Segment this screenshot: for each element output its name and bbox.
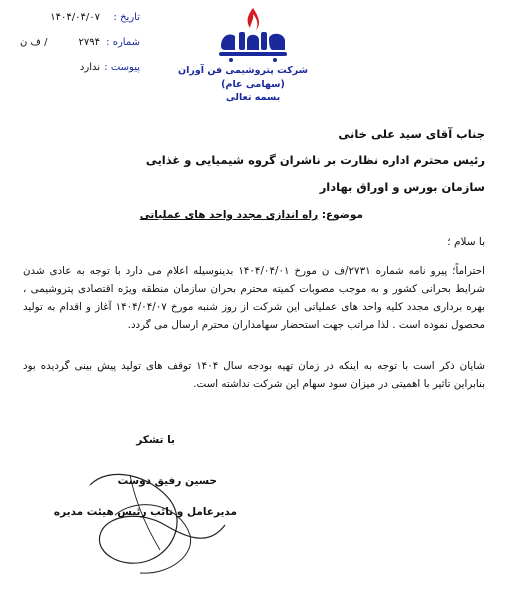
attachment-row — [20, 58, 140, 83]
recipient-line-3: سازمان بورس و اوراق بهادار — [319, 180, 485, 194]
subject-value: راه اندازی مجدد واحد های عملیاتی — [139, 209, 319, 221]
greeting: با سلام ؛ — [447, 236, 485, 248]
company-type: (سهامی عام) — [221, 79, 285, 90]
paragraph-1: احتراماً؛ پیرو نامه شماره ۲۷۳۱/ف ن مورخ ۱۴۰۴/۰۴/۰۱ بدینوسیله اعلام می دارد با توجه به عادی شدن شرایط بحرانی کشور و به موجب مصوبات کمیته محترم بحران سازمان منطقه ویژه اقتصادی پتروشیمی ، بهره برداری مجدد کلیه واحد های عملیاتی این شرکت از روز شنبه مورخ ۱۴۰۴/۰۴/۰۷ آغاز و اقدام به تولید محصول نموده است . لذا مراتب جهت استحضار سهامداران محترم ارسال می گردد. — [23, 265, 485, 331]
signer-name: حسین رفیق دوست — [117, 475, 217, 487]
company-logo — [178, 6, 308, 124]
date-row — [20, 8, 140, 33]
company-name: شرکت پتروشیمی فن آوران — [178, 65, 308, 76]
number-label: شماره : — [106, 37, 140, 48]
recipient-line-1: جناب آقای سید علی خانی — [338, 127, 485, 141]
signer-title: مدیرعامل و نائب رئیس هیئت مدیره — [53, 506, 237, 518]
attachment-label: پیوست : — [104, 62, 140, 73]
blessing-heading: بسمه تعالی — [225, 92, 281, 103]
number-row — [20, 33, 140, 58]
paragraph-2: شایان ذکر است با توجه به اینکه در زمان تهیه بودجه سال ۱۴۰۴ توقف های تولید پیش بینی گردیده بود بنابراین تاثیر با اهمیتی در میزان سود سهام این شرکت نداشته است. — [23, 360, 485, 390]
letter-meta — [20, 8, 140, 83]
date-label: تاریخ : — [113, 12, 140, 23]
number-value: ۲۷۹۴ — [78, 37, 100, 48]
subject-line — [140, 209, 363, 221]
flame-logo-icon — [213, 6, 293, 64]
date-value: ۱۴۰۴/۰۴/۰۷ — [50, 12, 100, 23]
number-suffix: / ف ن — [20, 37, 48, 48]
recipient-line-2: رئیس محترم اداره نظارت بر ناشران گروه شیمیایی و غذایی — [145, 153, 485, 167]
attachment-value: ندارد — [79, 62, 100, 73]
closing: با تشکر — [136, 434, 175, 446]
subject-label: موضوع: — [321, 209, 363, 221]
